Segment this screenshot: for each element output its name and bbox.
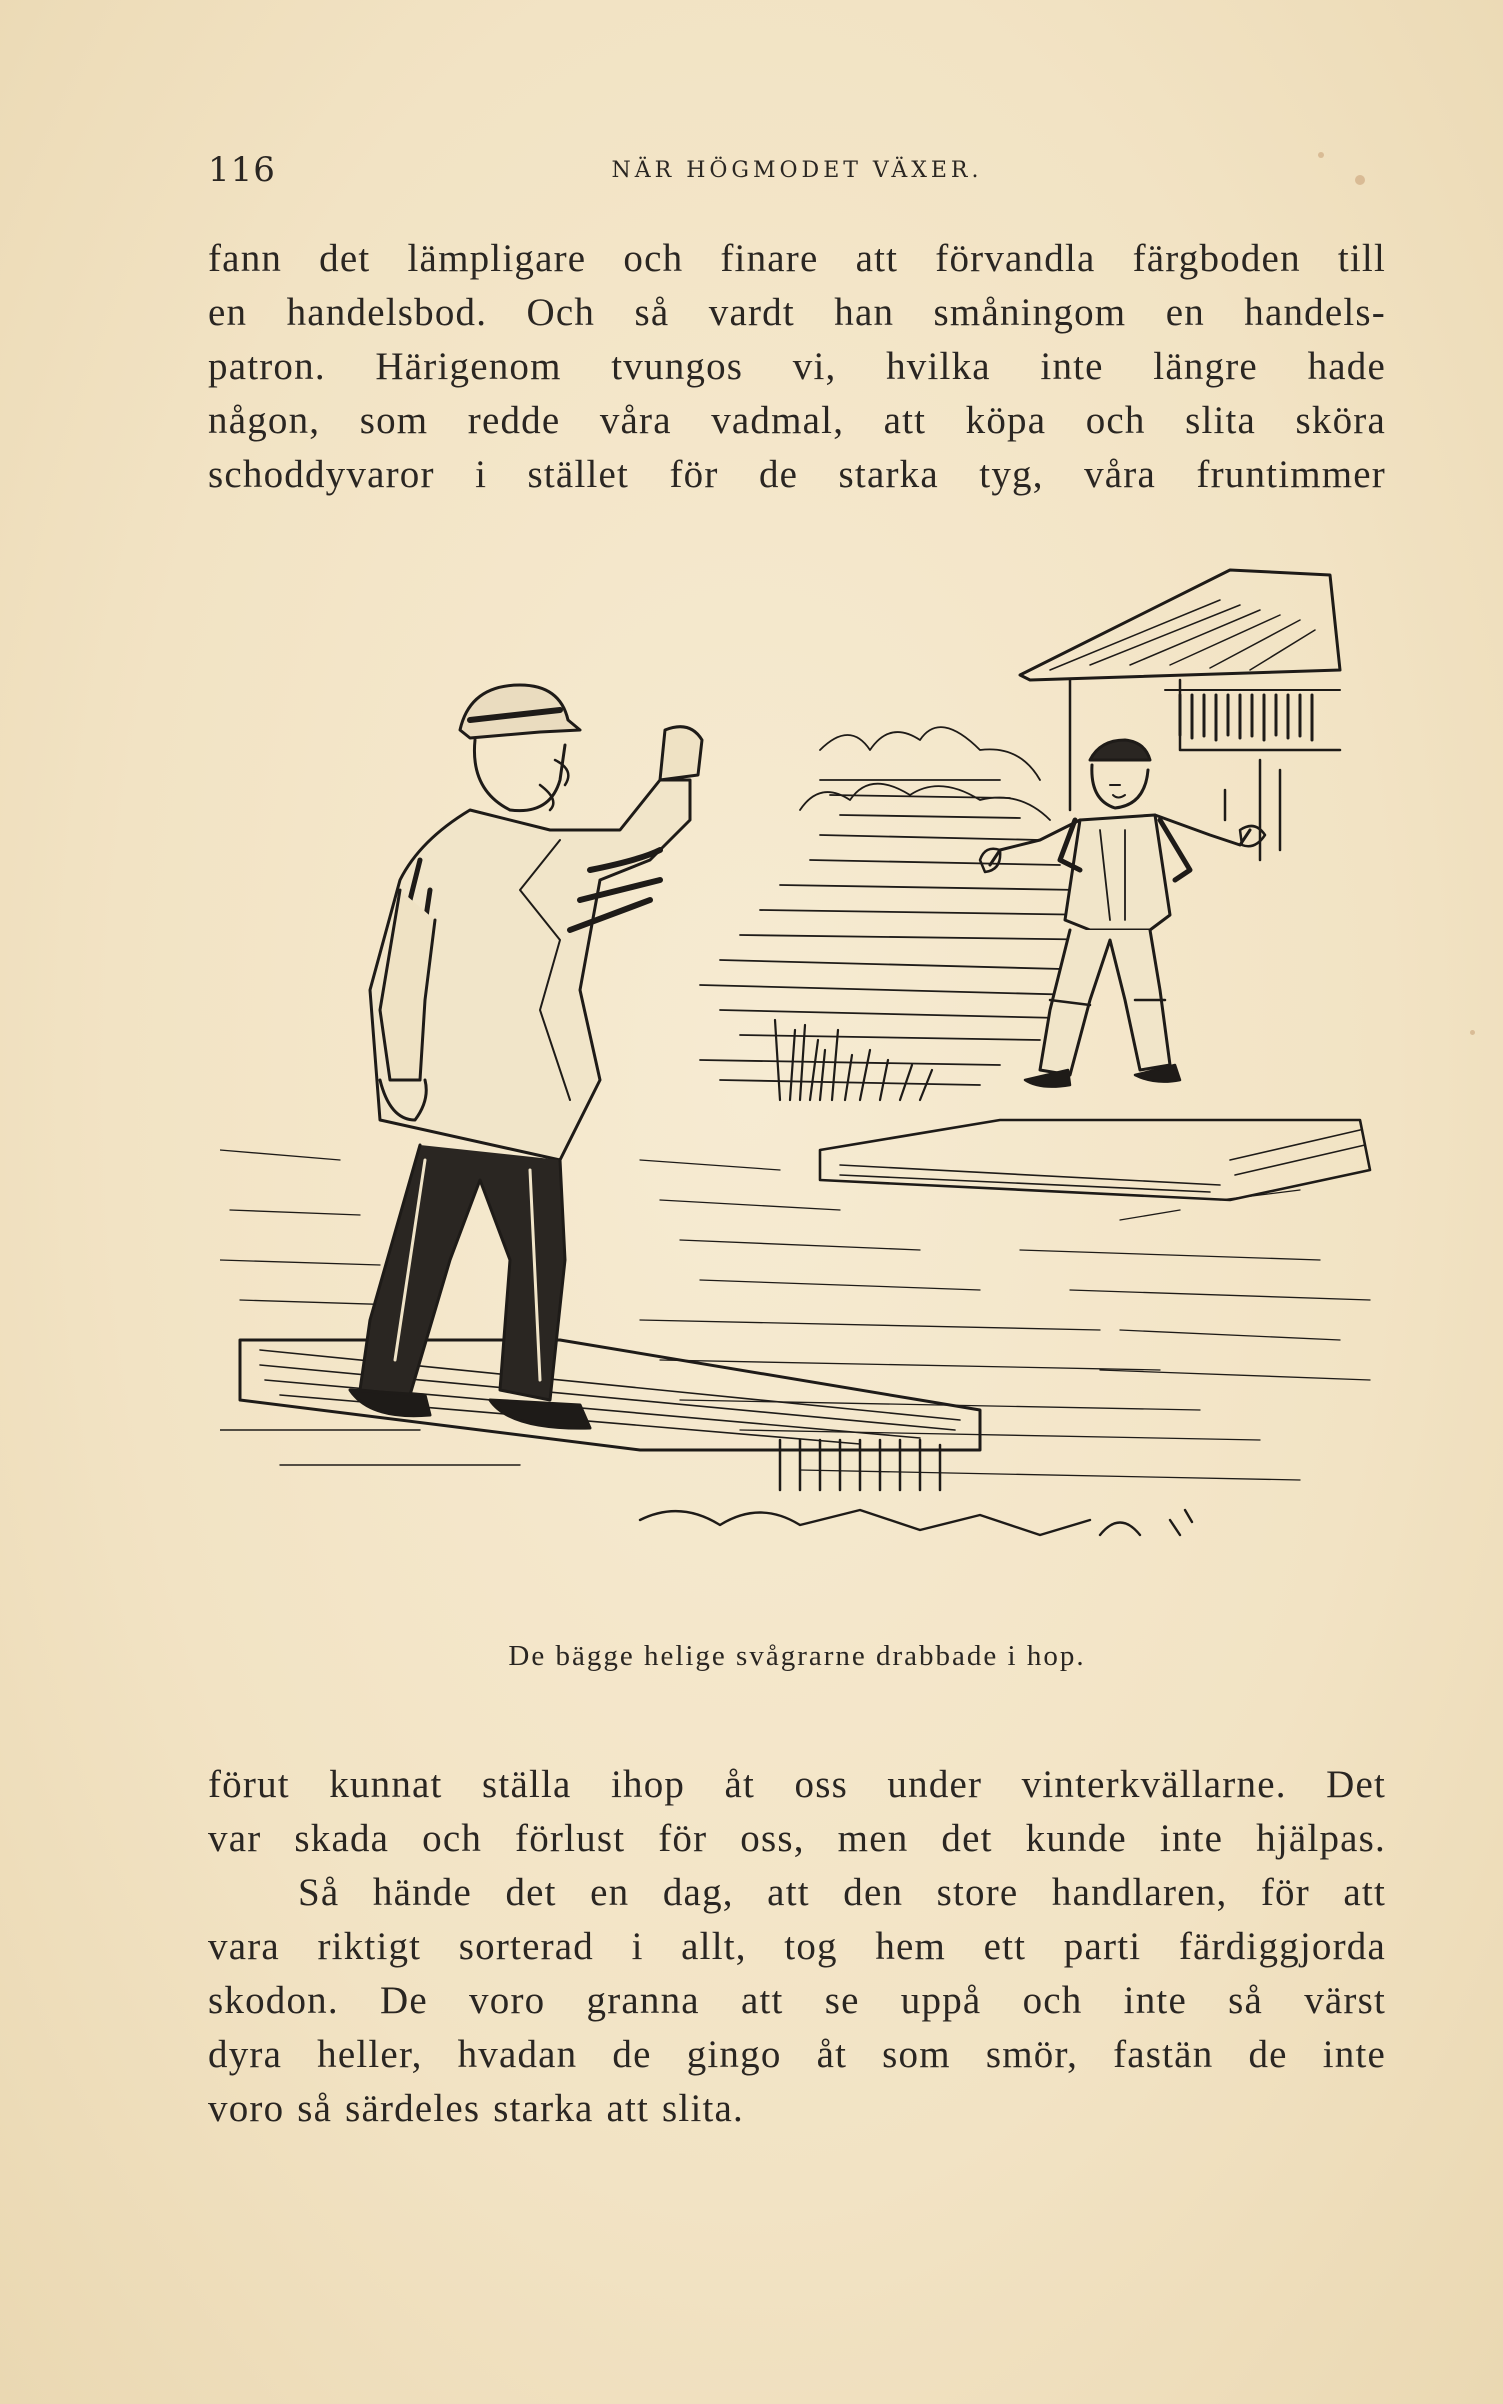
text-line: Så hände det en dag, att den store handlaren, för att — [298, 1871, 1386, 1914]
text-line: skodon. De voro granna att se uppå och inte så värst — [208, 1979, 1386, 2022]
page-number: 116 — [208, 150, 276, 190]
text-line: en handelsbod. Och så vardt han småningom en handels- — [208, 291, 1386, 334]
page-header — [208, 150, 1386, 190]
text-line: schoddyvaror i stället för de starka tyg, våra fruntimmer — [208, 453, 1386, 496]
text-line: dyra heller, hvadan de gingo åt som smör, fastän de inte — [208, 2033, 1386, 2076]
text-line: förut kunnat ställa ihop åt oss under vinterkvällarne. Det — [208, 1763, 1386, 1806]
figure-left — [350, 685, 702, 1428]
text-line: voro så särdeles starka att slita. — [208, 2087, 744, 2130]
paper-speck — [1470, 1030, 1475, 1035]
text-line: fann det lämpligare och finare att förvandla färgboden till — [208, 237, 1386, 280]
boardwalk-far — [820, 1120, 1370, 1200]
text-line: vara riktigt sorterad i allt, tog hem ett parti färdiggjorda — [208, 1925, 1386, 1968]
top-paragraph — [208, 232, 1386, 502]
illustration-caption: De bägge helige svågrarne drabbade i hop. — [508, 1640, 1086, 1672]
text-line: var skada och förlust för oss, men det kunde inte hjälpas. — [208, 1817, 1386, 1860]
text-line: någon, som redde våra vadmal, att köpa och slita sköra — [208, 399, 1386, 442]
artist-signature — [640, 1510, 1192, 1535]
boardwalk-near — [220, 1340, 980, 1490]
paper-speck — [1318, 152, 1324, 158]
grass — [775, 1020, 932, 1100]
text-line: patron. Härigenom tvungos vi, hvilka inte längre hade — [208, 345, 1386, 388]
bottom-paragraph — [208, 1758, 1386, 2136]
running-head: NÄR HÖGMODET VÄXER. — [611, 158, 983, 183]
illustration — [220, 560, 1400, 1620]
paper-speck — [1355, 175, 1365, 185]
building — [1020, 570, 1340, 860]
